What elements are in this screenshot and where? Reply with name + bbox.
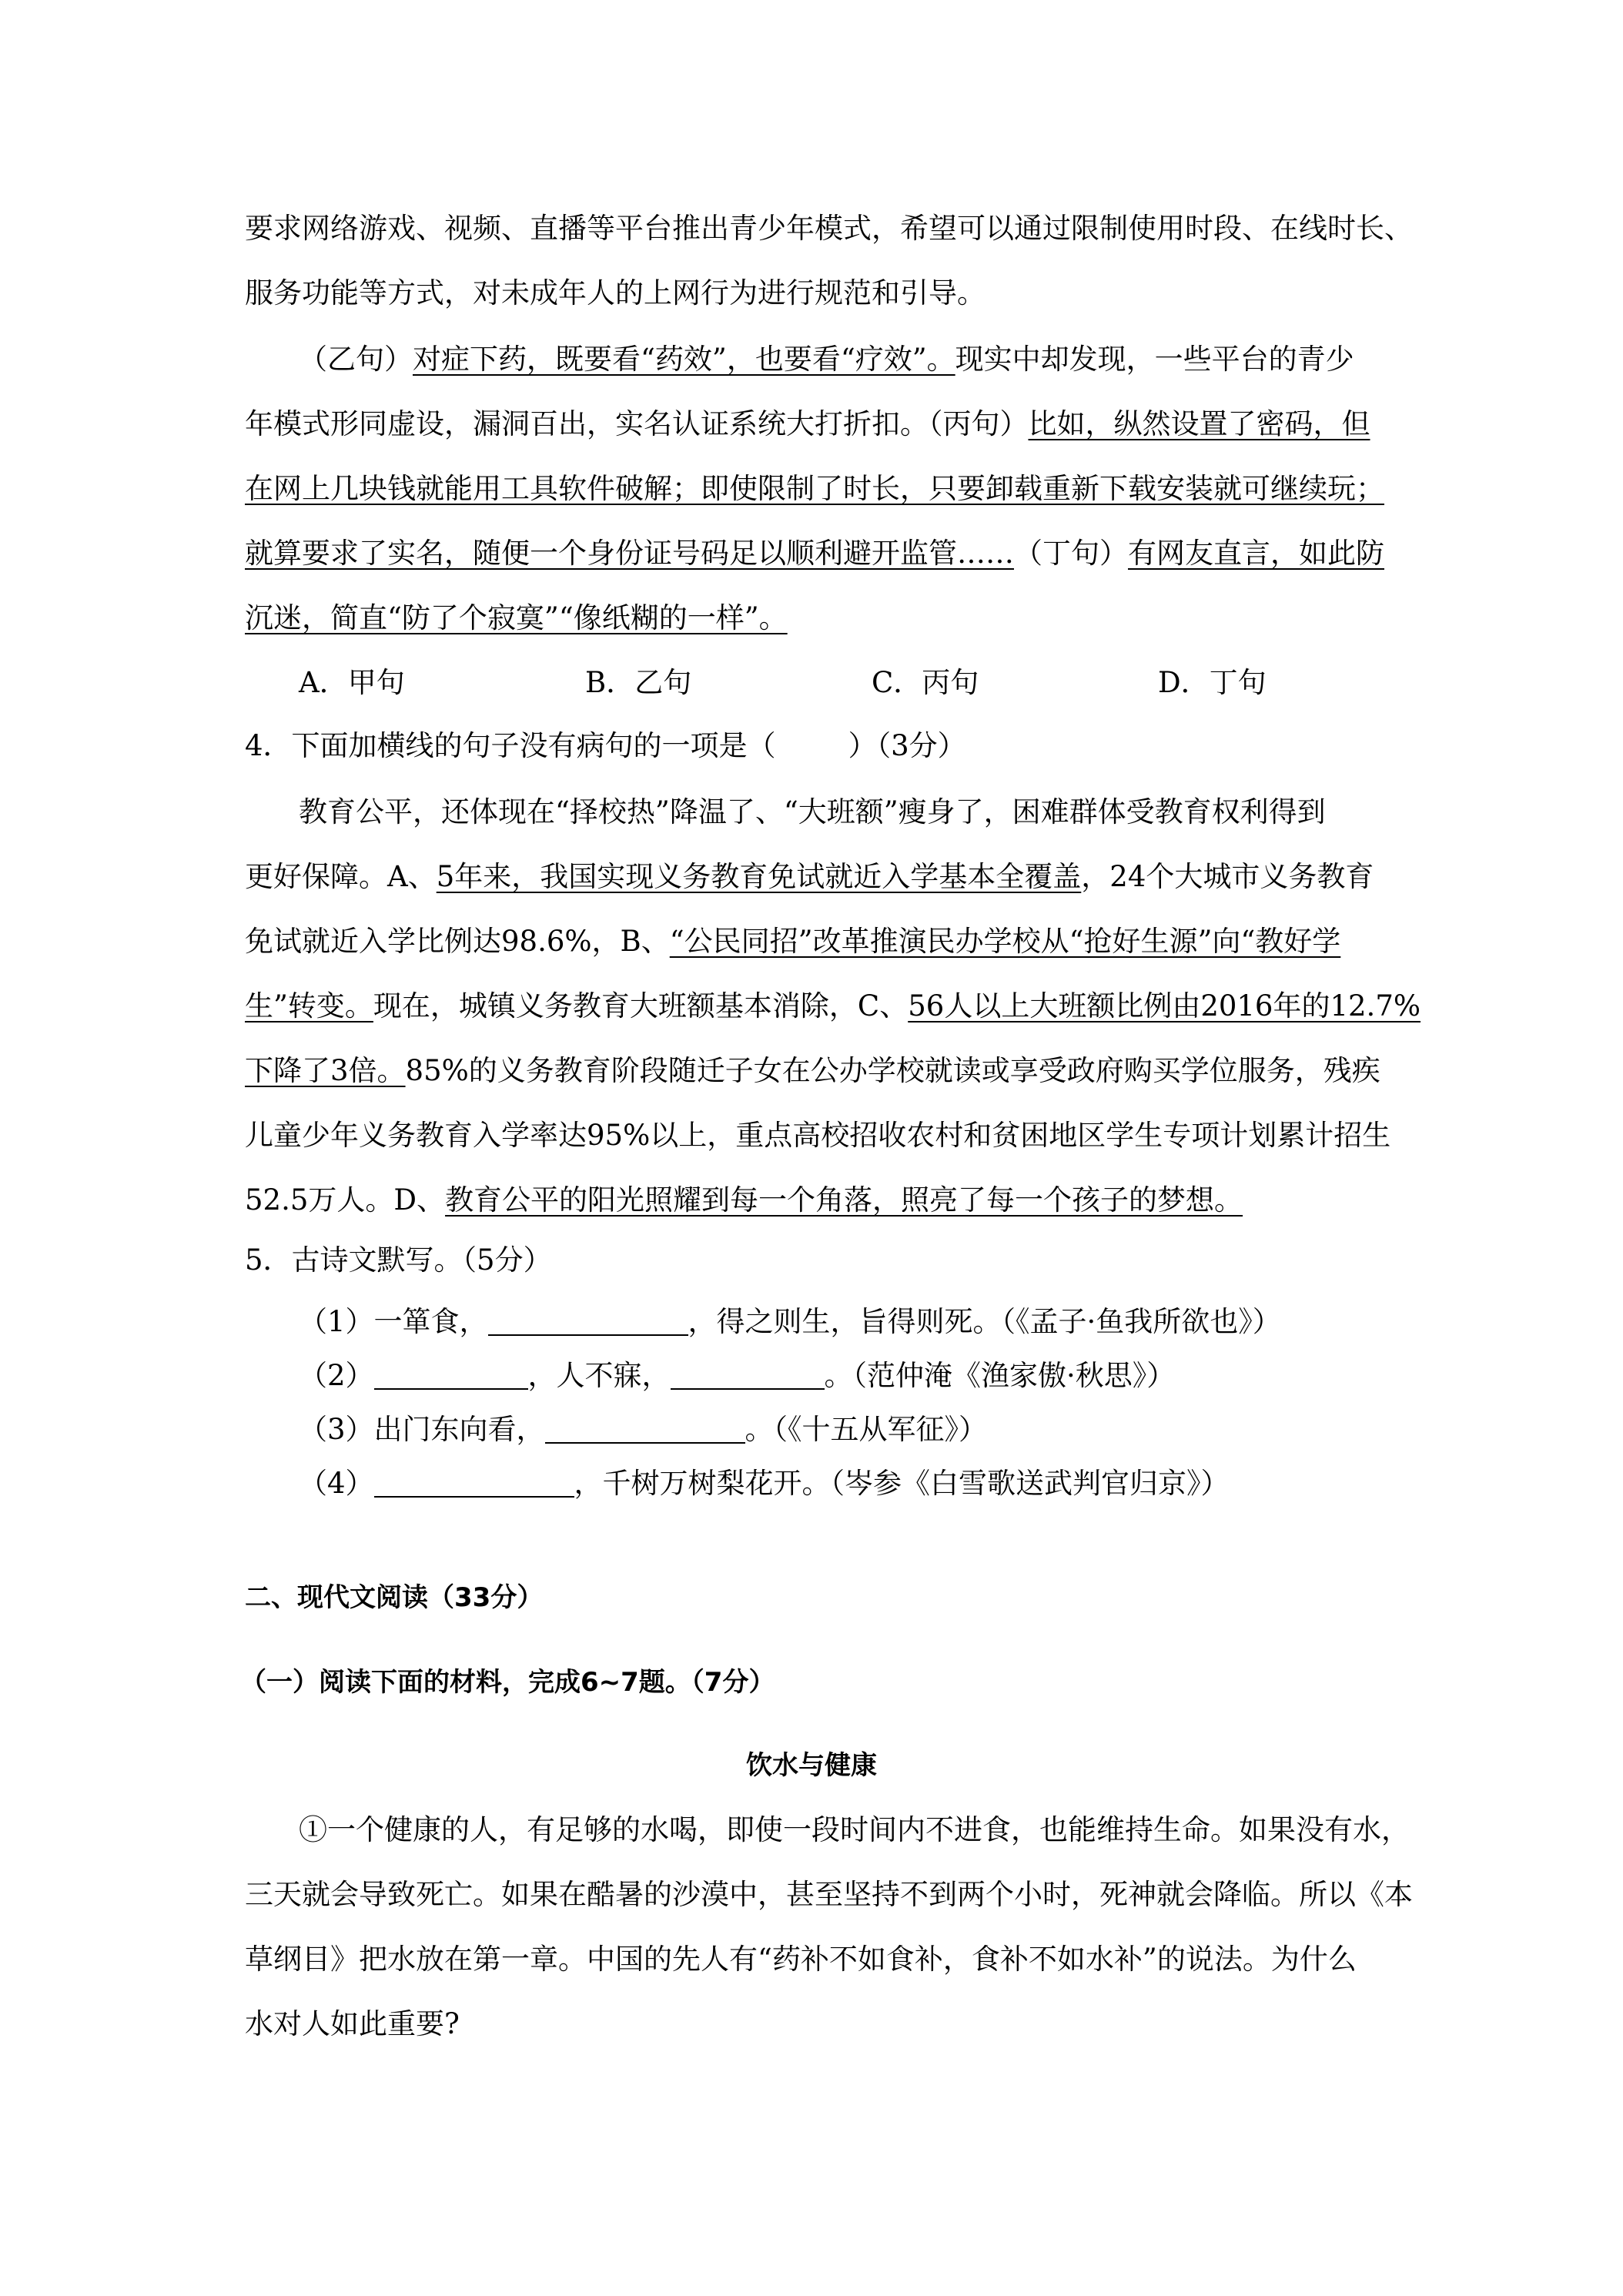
text-line [245,470,1384,508]
text: （3）出门东向看， [299,1413,545,1446]
underlined-sentence-a: 5年来，我国实现义务教育免试就近入学基本全覆盖 [436,860,1082,893]
text-line [245,1116,1391,1155]
text: 更好保障。A、 [245,860,437,893]
poem-item-4 [299,1464,1438,1503]
option-d: D．丁句 [1158,666,1267,699]
answer-blank[interactable] [671,1357,825,1390]
text-line [245,1940,1384,1979]
text: 年模式形同虚设，漏洞百出，实名认证系统大打折扣。（丙句） [245,407,1029,440]
text-line [245,405,1384,443]
text: ，得之则生，旨得则死。（《孟子·鱼我所欲也》） [688,1305,1281,1338]
text-line [245,599,1384,638]
question-4-stem: 4．下面加横线的句子没有病句的一项是（ ）（3分） [245,729,966,762]
text-line [245,209,1413,248]
underlined-sentence: 就算要求了实名，随便一个身份证号码足以顺利避开监管…… [245,537,1014,570]
underlined-sentence: 在网上几块钱就能用工具软件破解；即使限制了时长，只要卸载重新下载安装就可继续玩； [245,472,1384,505]
underlined-sentence: 比如，纵然设置了密码，但 [1028,407,1370,440]
text: 。（范仲淹《渔家傲·秋思》） [824,1359,1176,1392]
underlined-sentence-b: 生”转变。 [245,989,373,1022]
text: 52.5万人。D、 [245,1183,446,1217]
text-line [245,534,1384,573]
poem-item-3 [299,1411,1438,1449]
text: ，人不寐， [527,1359,671,1392]
text: 服务功能等方式，对未成年人的上网行为进行规范和引导。 [245,276,986,310]
question-5-stem: 5．古诗文默写。（5分） [245,1243,552,1277]
text: 三天就会导致死亡。如果在酷暑的沙漠中，甚至坚持不到两个小时，死神就会降临。所以《本 [245,1878,1413,1911]
text: ，24个大城市义务教育 [1081,860,1374,893]
answer-blank[interactable] [374,1357,528,1390]
option-c: C．丙句 [872,666,979,699]
text: （2） [299,1359,374,1392]
text: 。（《十五从军征》） [745,1413,988,1446]
underlined-sentence: 沉迷，简直“防了个寂寞”“像纸糊的一样”。 [245,601,788,634]
text-line [299,793,1438,832]
text-line [245,2005,1384,2043]
text: ①一个健康的人，有足够的水喝，即使一段时间内不进食，也能维持生命。如果没有水， [299,1813,1410,1846]
option-a: A．甲句 [299,666,405,699]
text: ，千树万树梨花开。（岑参《白雪歌送武判官归京》） [574,1467,1230,1500]
underlined-sentence: 对症下药，既要看“药效”，也要看“疗效”。 [413,343,955,376]
article-title: 饮水与健康 [746,1750,877,1781]
text-line [299,340,1438,379]
text: 水对人如此重要? [245,2007,460,2040]
text: 现在，城镇义务教育大班额基本消除，C、 [373,989,909,1022]
underlined-sentence-d: 教育公平的阳光照耀到每一个角落，照亮了每一个孩子的梦想。 [445,1183,1243,1217]
answer-blank[interactable] [488,1304,688,1336]
subsection-heading: （一）阅读下面的材料，完成6~7题。（7分） [240,1667,775,1698]
text: 草纲目》把水放在第一章。中国的先人有“药补不如食补，食补不如水补”的说法。为什么 [245,1943,1357,1976]
text: （乙句） [299,343,413,376]
text-line [245,1052,1384,1090]
text: （丁句） [1014,537,1128,570]
text: 免试就近入学比例达98.6%，B、 [245,925,670,958]
text: 85%的义务教育阶段随迁子女在公办学校就读或享受政府购买学位服务，残疾 [405,1054,1380,1087]
poem-item-1 [299,1303,1438,1341]
text: （1）一箪食， [299,1305,488,1338]
text-line [245,987,1421,1026]
text: 要求网络游戏、视频、直播等平台推出青少年模式，希望可以通过限制使用时段、在线时长、 [245,212,1413,245]
poem-item-2 [299,1357,1438,1395]
underlined-sentence-c: 56人以上大班额比例由2016年的12.7% [908,989,1421,1022]
text: 现实中却发现，一些平台的青少 [955,343,1354,376]
text-line [245,1181,1384,1220]
text: （4） [299,1467,374,1500]
underlined-sentence-b: “公民同招”改革推演民办学校从“抢好生源”向“教好学 [669,925,1341,958]
answer-blank[interactable] [374,1465,574,1498]
text-line [245,922,1384,961]
text-line [299,1811,1438,1849]
underlined-sentence-c: 下降了3倍。 [245,1054,406,1087]
underlined-sentence: 有网友直言，如此防 [1128,537,1384,570]
answer-blank[interactable] [545,1411,745,1444]
option-b: B．乙句 [585,666,692,699]
text: 儿童少年义务教育入学率达95%以上，重点高校招收农村和贫困地区学生专项计划累计招生 [245,1119,1391,1152]
text-line [245,858,1384,896]
text: 教育公平，还体现在“择校热”降温了、“大班额”瘦身了，困难群体受教育权利得到 [299,795,1326,828]
text-line [245,274,1384,313]
text-line [245,1876,1413,1914]
section-heading: 二、现代文阅读（33分） [245,1582,544,1613]
